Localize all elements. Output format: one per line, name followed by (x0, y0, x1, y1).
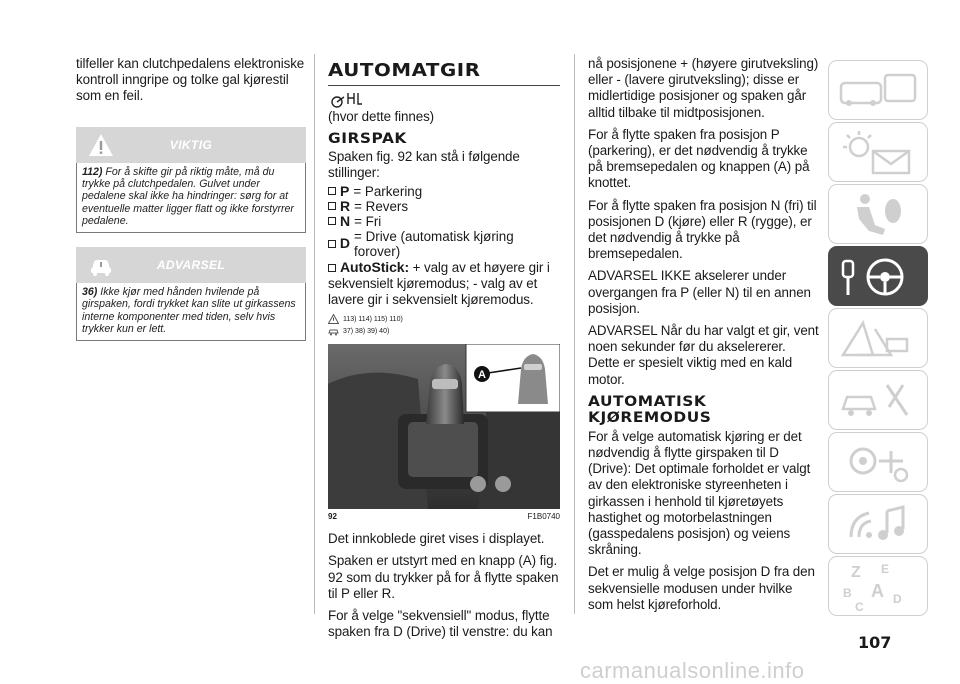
viktig-text: For å skifte gir på riktig måte, må du trykke på clutchpedalen. Gulvet under pedalene skal ikke ha hindringer: sørg for at eventuelle matter ligger flatt og ikke forstyrrer pedalene. (82, 165, 294, 227)
bullet-square-icon (328, 264, 336, 272)
column-divider (574, 54, 575, 614)
intro-paragraph: tilfeller kan clutchpedalens elektroniske kontroll inngripe og tolke gal kjørestil som en feil. (76, 56, 305, 104)
gear-letter: N (340, 212, 351, 229)
airbag-seat-icon (829, 185, 929, 245)
car-dashboard-icon (829, 61, 929, 121)
warning-ref-numbers: 113) 114) 115) 110) (343, 315, 403, 323)
positions-paragraph: nå posisjonene + (høyere girutveksling) eller - (lavere girutveksling); disse er midlertidige posisjoner og spaken går alltid tilbake til midtposisjonen. (588, 56, 819, 120)
gear-letter: P (340, 182, 350, 199)
wait-paragraph: ADVARSEL Når du har valgt et gir, vent noen sekunder før du akselererer. Dette er spesielt viktig med en kald motor. (588, 323, 819, 387)
advarsel-banner (76, 247, 306, 283)
key-steering-wheel-icon (829, 247, 929, 307)
index-letter: Z (851, 564, 861, 581)
car-caution-icon (328, 326, 339, 336)
gear-lever-illustration (328, 344, 560, 509)
autostick-text: + valg av et høyere gir i sekvensielt kjøremodus; - valg av et lavere gir i sekvensielt kjøremodus. (328, 259, 550, 308)
gear-letter: R (340, 197, 351, 214)
advarsel-title: ADVARSEL (156, 258, 226, 273)
bullet-square-icon (328, 217, 336, 225)
alphabetical-index-icon (829, 557, 929, 617)
index-letter: D (893, 592, 902, 606)
figure-caption (328, 512, 560, 521)
girspak-intro: Spaken fig. 92 kan stå i følgende stillinger: (328, 149, 520, 181)
from-n-paragraph: For å flytte spaken fra posisjon N (fri) til posisjonen D (kjøre) eller R (rygge), er det nødvendig å trykke på bremsepedalen. (588, 197, 817, 262)
figure-code: F1B0740 (527, 512, 560, 522)
gear-letter: D (339, 235, 351, 252)
middle-column (328, 56, 560, 646)
gear-desc: = Fri (354, 213, 382, 229)
index-letter: E (881, 562, 890, 576)
gear-lever-figure (328, 344, 560, 509)
automatic-mode-heading: AUTOMATISK KJØREMODUS (588, 393, 712, 426)
viktig-banner (76, 127, 306, 163)
advarsel-text: Ikke kjør med hånden hvilende på girspaken, fordi trykket kan slite ut girkassens interne komponenter med tiden, selv hvis trykker kun er lett. (82, 286, 296, 335)
autostick-paragraph (328, 259, 560, 309)
tab-starting-driving[interactable] (828, 246, 928, 306)
caution-ref-numbers: 37) 38) 39) 40) (343, 327, 390, 335)
index-letter: C (855, 600, 864, 614)
warning-refs (328, 314, 560, 324)
tab-warning-lights[interactable] (828, 122, 928, 182)
road-hazard-icon (829, 309, 929, 369)
left-column (76, 56, 306, 341)
gear-desc: = Revers (354, 198, 409, 214)
gear-shift-icon (328, 89, 364, 109)
index-letter: B (843, 586, 852, 600)
bullet-square-icon (328, 240, 336, 248)
display-paragraph: Det innkoblede giret vises i displayet. (328, 531, 545, 547)
title-rule (328, 85, 560, 86)
section-title: AUTOMATGIR (328, 60, 481, 81)
tab-technical-data[interactable] (828, 432, 928, 492)
no-accelerate-paragraph: ADVARSEL IKKE akselerer under overgangen fra P (eller N) til en annen posisjon. (588, 268, 811, 316)
bullet-square-icon (328, 187, 336, 195)
right-column (588, 56, 820, 619)
viktig-body (76, 163, 306, 233)
watermark: carmanualsonline.info (580, 658, 805, 683)
warning-triangle-icon (328, 314, 339, 324)
automatic-paragraph: For å velge automatisk kjøring er det nødvendig å flytte girspaken til D (Drive): Det optimale forholdet er valgt av den elektroniske styreenheten i girkassen i henhold til kjøretøyets hastighet og motorbelastningen (gasspedalens posisjon) og veiens skråning. (588, 428, 811, 558)
gear-row-d (328, 229, 560, 259)
car-service-icon (829, 371, 929, 431)
tab-maintenance[interactable] (828, 370, 928, 430)
availability-note: (hvor dette finnes) (328, 109, 435, 124)
multimedia-icon (829, 495, 929, 555)
advarsel-ref: 36) (82, 286, 98, 299)
gear-row-n (328, 214, 560, 229)
viktig-title: VIKTIG (169, 137, 213, 152)
figure-number: 92 (328, 512, 337, 522)
advarsel-body (76, 283, 306, 341)
tab-safety[interactable] (828, 184, 928, 244)
tab-dashboard[interactable] (828, 60, 928, 120)
sequential-paragraph: For å velge "sekvensiell" modus, flytte spaken fra D (Drive) til venstre: du kan (328, 608, 553, 640)
gear-desc: = Parkering (353, 183, 423, 199)
warning-lights-icon (829, 123, 929, 183)
gear-row-r (328, 199, 560, 214)
caution-refs (328, 326, 560, 336)
tab-emergency[interactable] (828, 308, 928, 368)
gear-row-p (328, 184, 560, 199)
tab-multimedia[interactable] (828, 494, 928, 554)
select-d-paragraph: Det er mulig å velge posisjon D fra den sekvensielle modusen under hvilke som helst kjøreforhold. (588, 564, 815, 612)
button-paragraph: Spaken er utstyrt med en knapp (A) fig. 92 som du trykker på for å flytte spaken til P eller R. (328, 553, 559, 601)
tab-index[interactable] (828, 556, 928, 616)
page-number: 107 (858, 633, 892, 652)
bullet-square-icon (328, 202, 336, 210)
viktig-ref: 112) (82, 165, 103, 178)
index-letter: A (871, 581, 884, 601)
column-divider (314, 54, 315, 614)
gear-desc: = Drive (automatisk kjøring forover) (354, 228, 514, 259)
callout-a: A (478, 369, 486, 382)
autostick-label: AutoStick: (340, 258, 410, 275)
girspak-heading: GIRSPAK (328, 131, 407, 148)
from-p-paragraph: For å flytte spaken fra posisjon P (parkering), er det nødvendig å trykke på bremsepedalen og knappen (A) på knottet. (588, 126, 810, 191)
technical-data-icon (829, 433, 929, 493)
